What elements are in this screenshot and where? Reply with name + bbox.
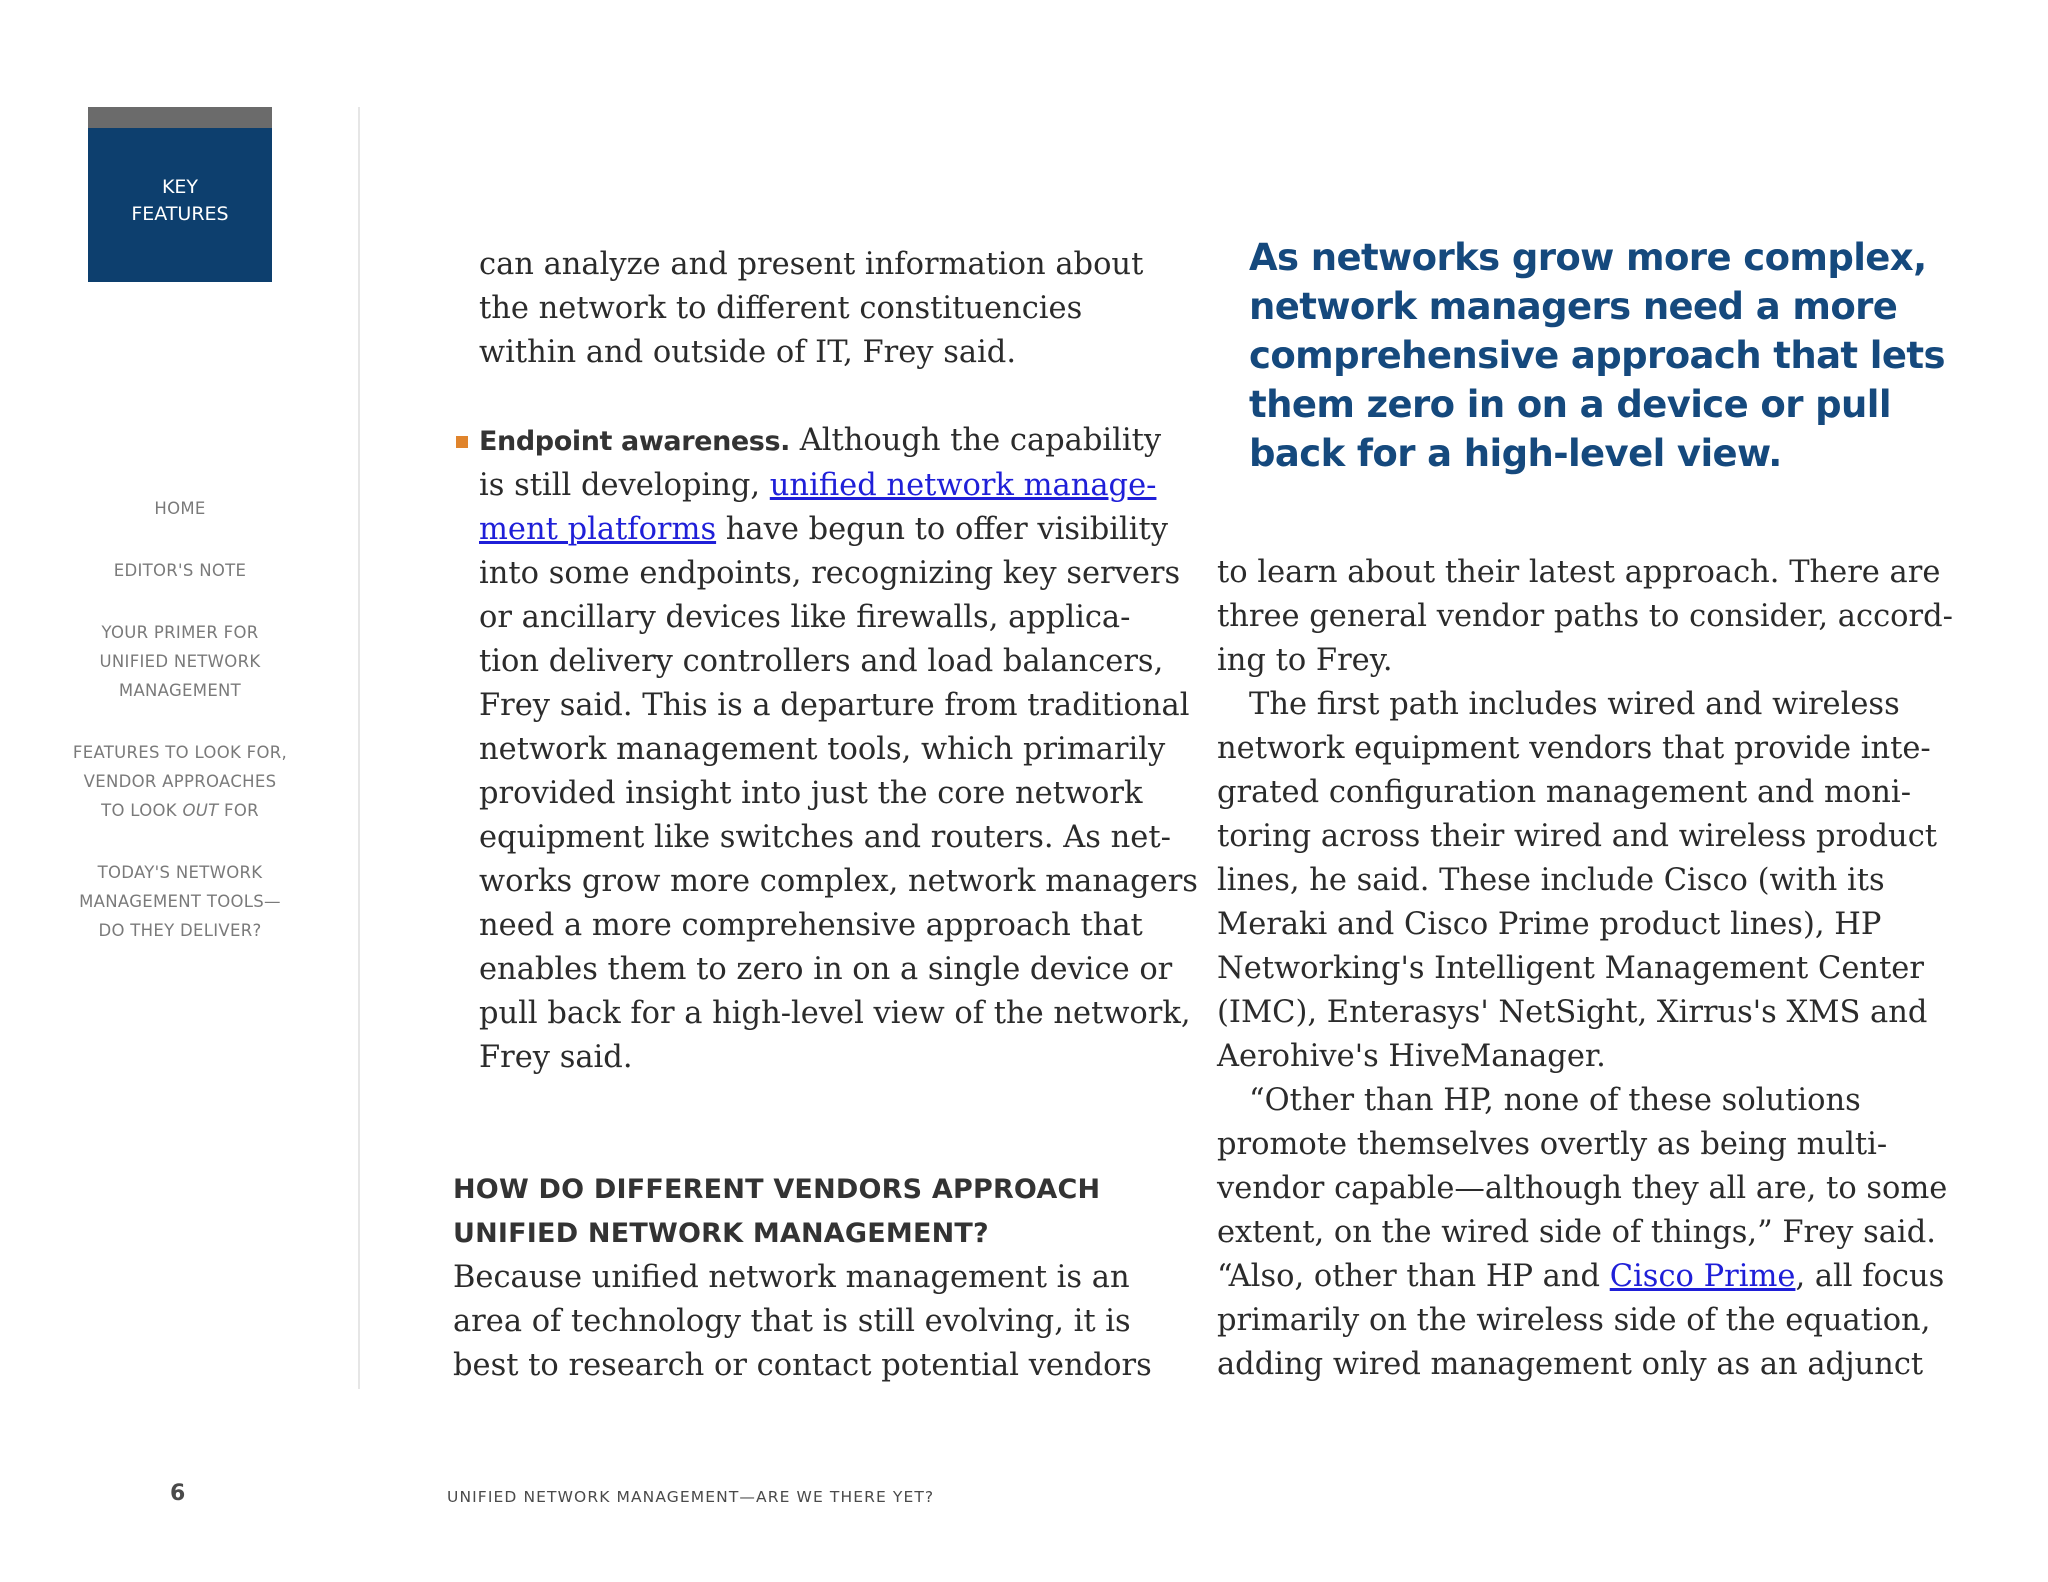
- text-line: to learn about their latest approach. There are: [1217, 555, 1941, 590]
- text-line: Frey said.: [479, 1040, 633, 1075]
- text-line: works grow more complex, network managers: [479, 864, 1198, 899]
- pull-quote-line: comprehensive approach that lets: [1249, 334, 1945, 377]
- nav-label: VENDOR APPROACHES: [83, 772, 277, 791]
- sidebar-nav: [55, 494, 305, 978]
- tab-label-line1: KEY: [161, 176, 199, 198]
- text-line: best to research or contact potential vendors: [453, 1348, 1152, 1383]
- text-line: area of technology that is still evolving, it is: [453, 1304, 1131, 1339]
- text-line: grated configuration management and moni-: [1217, 775, 1911, 810]
- nav-label: TO LOOK OUT FOR: [101, 801, 259, 820]
- sidebar-divider: [358, 107, 360, 1389]
- text-line: into some endpoints, recognizing key servers: [479, 556, 1181, 591]
- nav-item-features[interactable]: [55, 738, 305, 825]
- text-line: the network to different constituencies: [479, 291, 1083, 326]
- bullet-first-line: [453, 419, 1162, 464]
- text-line: is still developing, unified network manage-: [479, 468, 1157, 503]
- text-line: Because unified network management is an: [453, 1260, 1130, 1295]
- pull-quote: [1249, 233, 1969, 478]
- body-column-right: [1217, 551, 1953, 1387]
- running-title: UNIFIED NETWORK MANAGEMENT—ARE WE THERE YET?: [447, 1488, 935, 1506]
- text-line: Aerohive's HiveManager.: [1217, 1039, 1606, 1074]
- pull-quote-line: back for a high-level view.: [1249, 432, 1782, 475]
- text-line: “Other than HP, none of these solutions: [1249, 1083, 1861, 1118]
- cisco-prime-link[interactable]: Cisco Prime: [1609, 1259, 1796, 1294]
- section-heading: UNIFIED NETWORK MANAGEMENT?: [453, 1218, 989, 1249]
- text-line: network equipment vendors that provide inte-: [1217, 731, 1931, 766]
- text-line: within and outside of IT, Frey said.: [479, 335, 1017, 370]
- text-fragment: Although the capability: [790, 423, 1162, 458]
- nav-label: TODAY'S NETWORK: [97, 863, 263, 882]
- tab-label-line2: FEATURES: [131, 203, 229, 225]
- text-line: primarily on the wireless side of the equation,: [1217, 1303, 1931, 1338]
- nav-item-editors-note[interactable]: [55, 556, 305, 585]
- text-line: three general vendor paths to consider, accord-: [1217, 599, 1953, 634]
- nav-label: MANAGEMENT TOOLS—: [79, 892, 281, 911]
- pull-quote-line: As networks grow more complex,: [1249, 236, 1927, 279]
- text-line: lines, he said. These include Cisco (with its: [1217, 863, 1885, 898]
- text-line: tion delivery controllers and load balancers,: [479, 644, 1164, 679]
- text-line: provided insight into just the core network: [479, 776, 1143, 811]
- page-number: 6: [170, 1481, 186, 1506]
- text-line: toring across their wired and wireless product: [1217, 819, 1938, 854]
- bullet-lead: Endpoint awareness.: [479, 426, 790, 457]
- bullet-item: [453, 419, 1198, 1080]
- text-line: adding wired management only as an adjunct: [1217, 1347, 1924, 1382]
- text-line: network management tools, which primarily: [479, 732, 1166, 767]
- unified-platforms-link-cont[interactable]: ment platforms: [479, 512, 717, 547]
- nav-item-todays-tools[interactable]: [55, 858, 305, 945]
- unified-platforms-link[interactable]: unified network manage-: [769, 468, 1157, 503]
- nav-label: YOUR PRIMER FOR: [101, 623, 259, 642]
- nav-label: MANAGEMENT: [118, 681, 242, 700]
- text-line: vendor capable—although they all are, to some: [1217, 1171, 1948, 1206]
- pull-quote-line: them zero in on a device or pull: [1249, 383, 1891, 426]
- text-line: equipment like switches and routers. As net-: [479, 820, 1171, 855]
- nav-item-home[interactable]: [55, 494, 305, 523]
- text-line: Frey said. This is a departure from traditional: [479, 688, 1190, 723]
- nav-label: HOME: [154, 499, 206, 518]
- text-line: need a more comprehensive approach that: [479, 908, 1143, 943]
- text-line: or ancillary devices like firewalls, applica-: [479, 600, 1131, 635]
- nav-label: DO THEY DELIVER?: [98, 921, 262, 940]
- nav-label: UNIFIED NETWORK: [99, 652, 261, 671]
- text-line: (IMC), Enterasys' NetSight, Xirrus's XMS and: [1217, 995, 1928, 1030]
- text-line: Meraki and Cisco Prime product lines), HP: [1217, 907, 1882, 942]
- text-line: Networking's Intelligent Management Center: [1217, 951, 1924, 986]
- text-line: ing to Frey.: [1217, 643, 1393, 678]
- text-line: “Also, other than HP and Cisco Prime, all focus: [1217, 1259, 1945, 1294]
- nav-label: EDITOR'S NOTE: [113, 561, 247, 580]
- nav-label: FEATURES TO LOOK FOR,: [72, 743, 288, 762]
- text-line: pull back for a high-level view of the network,: [479, 996, 1191, 1031]
- nav-item-primer[interactable]: [55, 618, 305, 705]
- tab-label: [88, 174, 272, 228]
- tab-top-bar: [88, 107, 272, 128]
- bullet-square-icon: [456, 436, 468, 448]
- body-column-left: [453, 243, 1198, 1388]
- key-features-tab[interactable]: [88, 107, 272, 282]
- text-line: enables them to zero in on a single device or: [479, 952, 1173, 987]
- text-line: extent, on the wired side of things,” Frey said.: [1217, 1215, 1936, 1250]
- pull-quote-line: network managers need a more: [1249, 285, 1898, 328]
- text-line: can analyze and present information about: [479, 247, 1144, 282]
- text-line: promote themselves overtly as being multi-: [1217, 1127, 1888, 1162]
- text-line: ment platforms have begun to offer visibility: [479, 512, 1169, 547]
- section-heading: HOW DO DIFFERENT VENDORS APPROACH: [453, 1174, 1101, 1205]
- text-line: The first path includes wired and wireless: [1249, 687, 1900, 722]
